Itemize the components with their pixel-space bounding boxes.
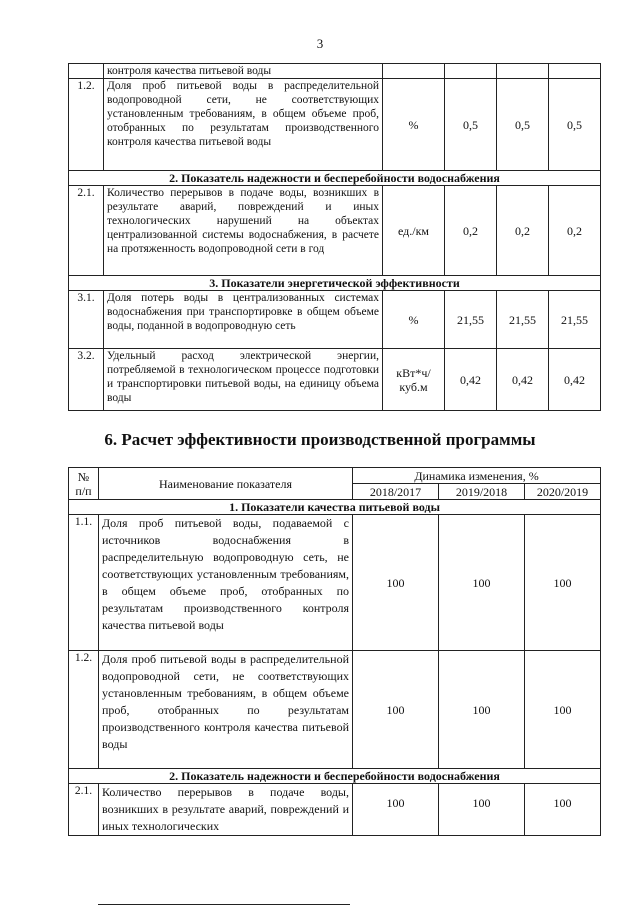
- value-cell: 0,42: [497, 349, 549, 411]
- indicator-name: Доля потерь воды в централизованных системах водоснабжения при транспортировке в общем объеме воды, поданной в водопроводную сеть: [104, 291, 383, 349]
- table-row: [69, 186, 601, 276]
- section-row: [69, 276, 601, 291]
- section-title: 1. Показатели качества питьевой воды: [69, 500, 601, 515]
- section-title: 2. Показатель надежности и бесперебойности водоснабжения: [69, 171, 601, 186]
- value-cell: 100: [353, 515, 439, 651]
- table-row: [69, 79, 601, 171]
- section-row: [69, 500, 601, 515]
- value-cell: 0,5: [549, 79, 601, 171]
- section-row: [69, 171, 601, 186]
- header-name: Наименование показателя: [99, 468, 353, 500]
- header-dynamics: Динамика изменения, %: [353, 468, 601, 484]
- header-year: 2018/2017: [353, 484, 439, 500]
- value-cell: 0,2: [445, 186, 497, 276]
- value-cell: 0,42: [549, 349, 601, 411]
- row-number: 1.2.: [69, 651, 99, 769]
- section-title: 3. Показатели энергетической эффективности: [69, 276, 601, 291]
- header-year: 2019/2018: [439, 484, 525, 500]
- indicator-name: Доля проб питьевой воды в распределительной водопроводной сети, не соответствующих установленным требованиям, в общем объеме проб, отобранных по результатам производственного контроля качества питьевой воды: [104, 79, 383, 171]
- value-cell: 21,55: [497, 291, 549, 349]
- table-row: [69, 515, 601, 651]
- row-number: 2.1.: [69, 186, 104, 276]
- row-number: 1.1.: [69, 515, 99, 651]
- unit-cell: кВт*ч/ куб.м: [383, 349, 445, 411]
- header-row: [69, 468, 601, 484]
- value-cell: 0,5: [445, 79, 497, 171]
- row-number: 1.2.: [69, 79, 104, 171]
- value-cell: 21,55: [445, 291, 497, 349]
- indicator-name: Удельный расход электрической энергии, потребляемой в технологическом процессе подготовки и транспортировки питьевой воды, на единицу объема воды: [104, 349, 383, 411]
- table-row: [69, 349, 601, 411]
- value-cell: 100: [353, 784, 439, 836]
- value-cell: 100: [525, 651, 601, 769]
- page-number: 3: [316, 36, 324, 51]
- header-year: 2020/2019: [525, 484, 601, 500]
- efficiency-table: [68, 467, 601, 836]
- value-cell: 0,2: [549, 186, 601, 276]
- section-title: 2. Показатель надежности и бесперебойности водоснабжения: [69, 769, 601, 784]
- indicators-table: [68, 63, 601, 411]
- indicator-name: Количество перерывов в подаче воды, возникших в результате аварий, повреждений и иных технологических: [99, 784, 353, 836]
- table-row: [69, 291, 601, 349]
- section-row: [69, 769, 601, 784]
- value-cell: 100: [525, 515, 601, 651]
- value-cell: 100: [439, 651, 525, 769]
- table-row: [69, 784, 601, 836]
- unit-cell: %: [383, 79, 445, 171]
- value-cell: 100: [439, 784, 525, 836]
- value-cell: 0,2: [497, 186, 549, 276]
- value-cell: 21,55: [549, 291, 601, 349]
- indicator-name: Количество перерывов в подаче воды, возникших в результате аварий, повреждений и иных технологических нарушений на объектах централизованной системы водоснабжения, в расчете на протяженность водопроводной сети в год: [104, 186, 383, 276]
- row-number: 2.1.: [69, 784, 99, 836]
- indicator-name: Доля проб питьевой воды, подаваемой с источников водоснабжения в распределительную водопроводную сеть, не соответствующих установленным требованиям, в общем объеме проб, отобранных по результатам производственного контроля качества питьевой воды: [99, 515, 353, 651]
- value-cell: 100: [353, 651, 439, 769]
- row-number: 3.1.: [69, 291, 104, 349]
- table-row: [69, 651, 601, 769]
- value-cell: 0,42: [445, 349, 497, 411]
- section-heading: 6. Расчет эффективности производственной программы: [104, 430, 536, 449]
- indicator-name: Доля проб питьевой воды в распределительной водопроводной сети, не соответствующих установленным требованиям, в общем объеме проб, отобранных по результатам производственного контроля качества питьевой воды: [99, 651, 353, 769]
- unit-cell: %: [383, 291, 445, 349]
- value-cell: 100: [525, 784, 601, 836]
- header-num: № п/п: [69, 468, 99, 500]
- unit-cell: ед./км: [383, 186, 445, 276]
- indicator-name: контроля качества питьевой воды: [104, 64, 383, 79]
- row-number: 3.2.: [69, 349, 104, 411]
- value-cell: 100: [439, 515, 525, 651]
- table-row: [69, 64, 601, 79]
- value-cell: 0,5: [497, 79, 549, 171]
